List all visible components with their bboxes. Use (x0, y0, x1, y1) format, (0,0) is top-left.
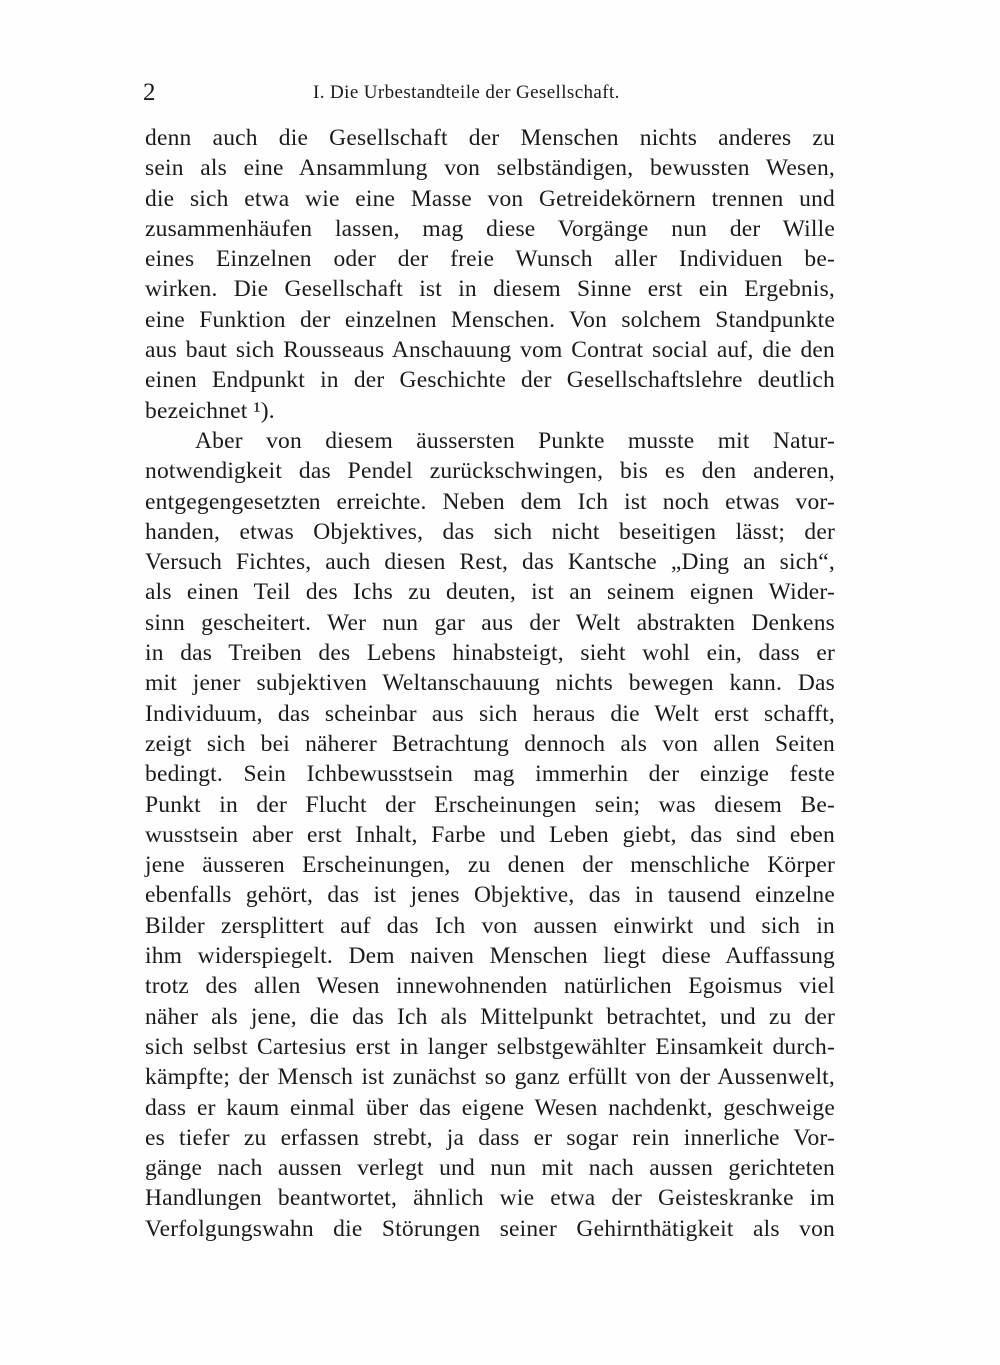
text-line: Individuum, das scheinbar aus sich heraus die Welt erst schafft, (145, 700, 835, 727)
text-line: eine Funktion der einzelnen Menschen. Von solchem Standpunkte (145, 306, 835, 333)
text-line: eines Einzelnen oder der freie Wunsch aller Individuen be- (145, 246, 835, 273)
text-line: wusstsein aber erst Inhalt, Farbe und Leben giebt, das sind eben (145, 821, 835, 848)
text-line: gänge nach aussen verlegt und nun mit nach aussen gerichteten (145, 1155, 835, 1182)
text-line: mit jener subjektiven Weltanschauung nichts bewegen kann. Das (145, 670, 835, 697)
text-line: wirken. Die Gesellschaft ist in diesem Sinne erst ein Ergebnis, (145, 276, 835, 303)
text-line: es tiefer zu erfassen strebt, ja dass er sogar rein innerliche Vor- (145, 1124, 835, 1151)
text-line: denn auch die Gesellschaft der Menschen nichts anderes zu (145, 125, 835, 151)
text-line: Punkt in der Flucht der Erscheinungen sein; was diesem Be- (145, 791, 835, 818)
text-line: aus baut sich Rousseaus Anschauung vom Contrat social auf, die den (145, 337, 835, 364)
text-line: sinn gescheitert. Wer nun gar aus der Welt abstrakten Denkens (145, 609, 835, 636)
text-line: Handlungen beantwortet, ähnlich wie etwa der Geisteskranke im (145, 1185, 835, 1212)
text-line: entgegengesetzten erreichte. Neben dem Ich ist noch etwas vor- (145, 488, 835, 515)
text-line: notwendigkeit das Pendel zurückschwingen, bis es den anderen, (145, 458, 835, 485)
text-line: einen Endpunkt in der Geschichte der Gesellschaftslehre deutlich (145, 367, 835, 394)
text-line: Versuch Fichtes, auch diesen Rest, das Kantsche „Ding an sich“, (145, 549, 835, 576)
text-line: handen, etwas Objektives, das sich nicht beseitigen lässt; der (145, 518, 835, 545)
body-text (145, 123, 835, 1244)
text-line: sein als eine Ansammlung von selbständigen, bewussten Wesen, (145, 155, 835, 182)
text-line: die sich etwa wie eine Masse von Getreidekörnern trennen und (145, 185, 835, 212)
text-line: Aber von diesem äussersten Punkte musste mit Natur- (195, 427, 835, 454)
text-line: näher als jene, die das Ich als Mittelpunkt betrachtet, und zu der (145, 1003, 835, 1030)
text-line: zusammenhäufen lassen, mag diese Vorgänge nun der Wille (145, 215, 835, 242)
text-line: ihm widerspiegelt. Dem naiven Menschen liegt diese Auffassung (145, 943, 835, 970)
text-line: kämpfte; der Mensch ist zunächst so ganz erfüllt von der Aussenwelt, (145, 1064, 835, 1091)
text-line: dass er kaum einmal über das eigene Wesen nachdenkt, geschweige (145, 1094, 835, 1121)
text-line: Bilder zersplittert auf das Ich von aussen einwirkt und sich in (145, 912, 835, 939)
page-number: 2 (143, 79, 156, 106)
running-head: I. Die Urbestandteile der Gesellschaft. (313, 82, 620, 103)
text-line: als einen Teil des Ichs zu deuten, ist an seinem eignen Wider- (145, 579, 835, 606)
text-line: zeigt sich bei näherer Betrachtung dennoch als von allen Seiten (145, 730, 835, 757)
paragraph-2 (145, 426, 835, 1244)
text-line: in das Treiben des Lebens hinabsteigt, sieht wohl ein, dass er (145, 640, 835, 667)
text-line: sich selbst Cartesius erst in langer selbstgewählter Einsamkeit durch- (145, 1033, 835, 1060)
text-line: jene äusseren Erscheinungen, zu denen der menschliche Körper (145, 852, 835, 879)
text-line: Verfolgungswahn die Störungen seiner Gehirnthätigkeit als von (145, 1215, 835, 1242)
text-line: ebenfalls gehört, das ist jenes Objektive, das in tausend einzelne (145, 882, 835, 909)
page-header (143, 78, 833, 108)
text-line: bezeichnet ¹). (145, 397, 275, 424)
paragraph-1 (145, 123, 835, 426)
text-line: bedingt. Sein Ichbewusstsein mag immerhin der einzige feste (145, 761, 835, 788)
text-line: trotz des allen Wesen innewohnenden natürlichen Egoismus viel (145, 973, 835, 1000)
